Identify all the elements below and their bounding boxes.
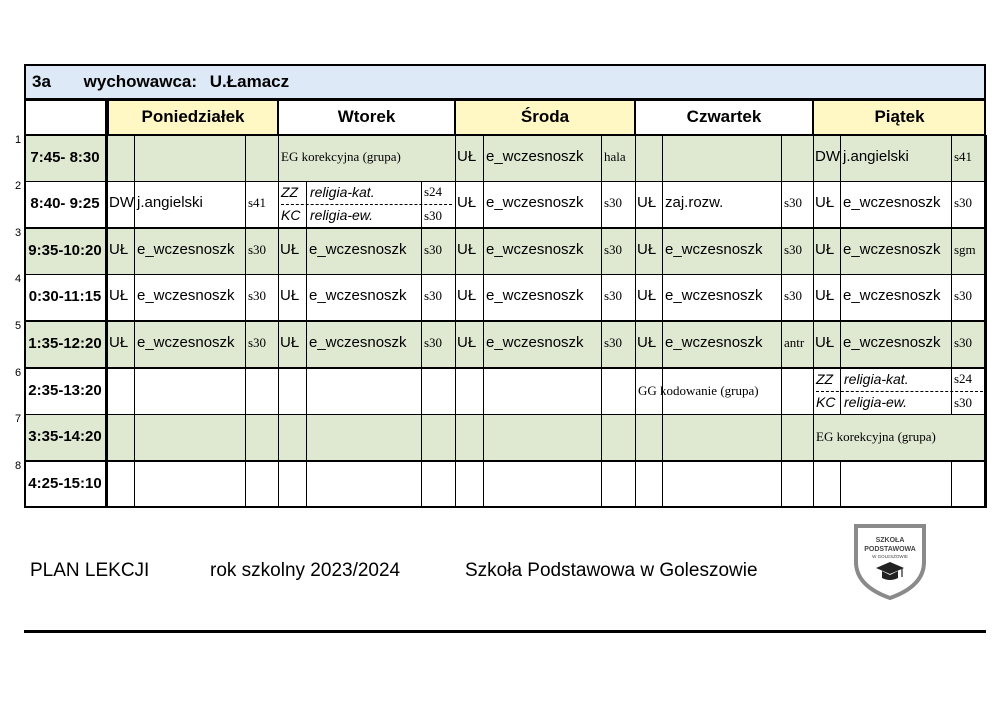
lesson-subject: j.angielski [137, 194, 203, 211]
school-year: rok szkolny 2023/2024 [210, 560, 401, 581]
footer-divider [24, 630, 986, 633]
row-number: 1 [15, 134, 22, 146]
lesson-room: s30 [424, 242, 443, 257]
lesson-subject: e_wczesnoszk [665, 241, 763, 258]
teacher-name: U.Łamacz [209, 72, 290, 91]
lesson-teacher: UŁ [457, 334, 477, 351]
day-header-thu: Czwartek [635, 100, 813, 135]
lesson-subject: zaj.rozw. [665, 194, 724, 211]
plan-title: PLAN LEKCJI [30, 560, 150, 581]
lesson-subject: e_wczesnoszk [309, 287, 407, 304]
lesson-room: s24 [424, 184, 443, 199]
lesson-subject: religia-kat. [844, 371, 909, 387]
lesson-subject: e_wczesnoszk [309, 334, 407, 351]
lesson-teacher: UŁ [280, 334, 300, 351]
row-number: 6 [15, 367, 22, 379]
row-number: 8 [15, 460, 22, 472]
lesson-subject: j.angielski [843, 148, 909, 165]
lesson-teacher: UŁ [109, 287, 129, 304]
period-time: 1:35-12:20 [24, 321, 107, 368]
row-number: 7 [15, 413, 22, 425]
lesson-room: s30 [424, 208, 443, 223]
lesson-subject: e_wczesnoszk [665, 287, 763, 304]
lesson-room: sgm [954, 242, 976, 257]
lesson-subject: e_wczesnoszk [843, 194, 941, 211]
lesson-room: s30 [954, 335, 973, 350]
lesson-room: s30 [424, 288, 443, 303]
day-header-fri: Piątek [813, 100, 986, 135]
lesson-room: s30 [784, 195, 803, 210]
lesson-room: antr [784, 335, 805, 350]
period-time: 8:40- 9:25 [24, 181, 107, 228]
lesson-room: hala [604, 149, 626, 164]
lesson-teacher: KC [281, 207, 301, 223]
lesson-subject: e_wczesnoszk [486, 194, 584, 211]
lesson-room: s30 [604, 242, 623, 257]
lesson-subject: e_wczesnoszk [843, 241, 941, 258]
school-logo [852, 520, 928, 600]
row-number: 5 [15, 320, 22, 332]
period-time: 7:45- 8:30 [24, 135, 107, 182]
day-header-tue: Wtorek [278, 100, 455, 135]
lesson-teacher: UŁ [457, 287, 477, 304]
lesson-teacher: UŁ [815, 241, 835, 258]
lesson-room: s30 [604, 335, 623, 350]
lesson-teacher: UŁ [457, 194, 477, 211]
lesson-teacher: DW [109, 194, 134, 211]
lesson-subject: e_wczesnoszk [486, 241, 584, 258]
period-time: 4:25-15:10 [24, 461, 107, 508]
lesson-room: s30 [954, 395, 973, 410]
lesson-subject: e_wczesnoszk [843, 334, 941, 351]
school-name: Szkoła Podstawowa w Goleszowie [465, 560, 758, 581]
svg-text:PODSTAWOWA: PODSTAWOWA [864, 546, 916, 553]
lesson-room: s30 [424, 335, 443, 350]
period-time: 9:35-10:20 [24, 228, 107, 275]
day-header-wed: Środa [455, 100, 635, 135]
lesson-room: s41 [248, 195, 267, 210]
lesson-group-label: EG korekcyjna (grupa) [281, 149, 401, 164]
lesson-group-label: EG korekcyjna (grupa) [816, 429, 936, 444]
lesson-subject: e_wczesnoszk [665, 334, 763, 351]
lesson-group-label: GG kodowanie (grupa) [638, 383, 759, 398]
lesson-subject: religia-ew. [310, 207, 374, 223]
lesson-teacher: KC [816, 394, 836, 410]
lesson-subject: e_wczesnoszk [486, 334, 584, 351]
lesson-subject: e_wczesnoszk [309, 241, 407, 258]
teacher-label: wychowawca: [83, 72, 198, 91]
lesson-room: s30 [248, 242, 267, 257]
lesson-room: s30 [604, 195, 623, 210]
lesson-subject: e_wczesnoszk [137, 287, 235, 304]
lesson-teacher: ZZ [281, 184, 299, 200]
lesson-teacher: UŁ [637, 334, 657, 351]
period-time: 0:30-11:15 [24, 274, 107, 321]
lesson-subject: e_wczesnoszk [137, 334, 235, 351]
lesson-room: s30 [248, 288, 267, 303]
lesson-room: s24 [954, 371, 973, 386]
lesson-teacher: UŁ [109, 334, 129, 351]
period-time: 3:35-14:20 [24, 414, 107, 461]
row-number: 2 [15, 180, 22, 192]
lesson-subject: e_wczesnoszk [843, 287, 941, 304]
lesson-teacher: UŁ [457, 148, 477, 165]
lesson-room: s30 [604, 288, 623, 303]
svg-text:SZKOŁA: SZKOŁA [875, 537, 905, 544]
lesson-room: s41 [954, 149, 973, 164]
lesson-teacher: UŁ [815, 287, 835, 304]
period-time: 2:35-13:20 [24, 368, 107, 415]
row-number: 4 [15, 273, 22, 285]
lesson-subject: e_wczesnoszk [486, 148, 584, 165]
lesson-room: s30 [954, 195, 973, 210]
lesson-teacher: UŁ [815, 334, 835, 351]
lesson-teacher: ZZ [816, 371, 834, 387]
row-number: 3 [15, 227, 22, 239]
lesson-room: s30 [784, 288, 803, 303]
day-header-mon: Poniedziałek [107, 100, 278, 135]
lesson-room: s30 [784, 242, 803, 257]
timetable-frame [24, 64, 986, 508]
lesson-room: s30 [954, 288, 973, 303]
lesson-teacher: UŁ [280, 287, 300, 304]
lesson-subject: e_wczesnoszk [137, 241, 235, 258]
lesson-teacher: UŁ [815, 194, 835, 211]
lesson-teacher: UŁ [457, 241, 477, 258]
school-logo-shield [852, 520, 928, 600]
lesson-teacher: UŁ [280, 241, 300, 258]
lesson-teacher: UŁ [637, 194, 657, 211]
lesson-room: s30 [248, 335, 267, 350]
lesson-teacher: UŁ [109, 241, 129, 258]
class-label: 3a [32, 72, 51, 91]
lesson-subject: religia-ew. [844, 394, 908, 410]
lesson-teacher: UŁ [637, 287, 657, 304]
lesson-subject: e_wczesnoszk [486, 287, 584, 304]
svg-text:W GOLESZOWIE: W GOLESZOWIE [872, 554, 908, 559]
lesson-teacher: DW [815, 148, 840, 165]
lesson-teacher: UŁ [637, 241, 657, 258]
lesson-subject: religia-kat. [310, 184, 375, 200]
